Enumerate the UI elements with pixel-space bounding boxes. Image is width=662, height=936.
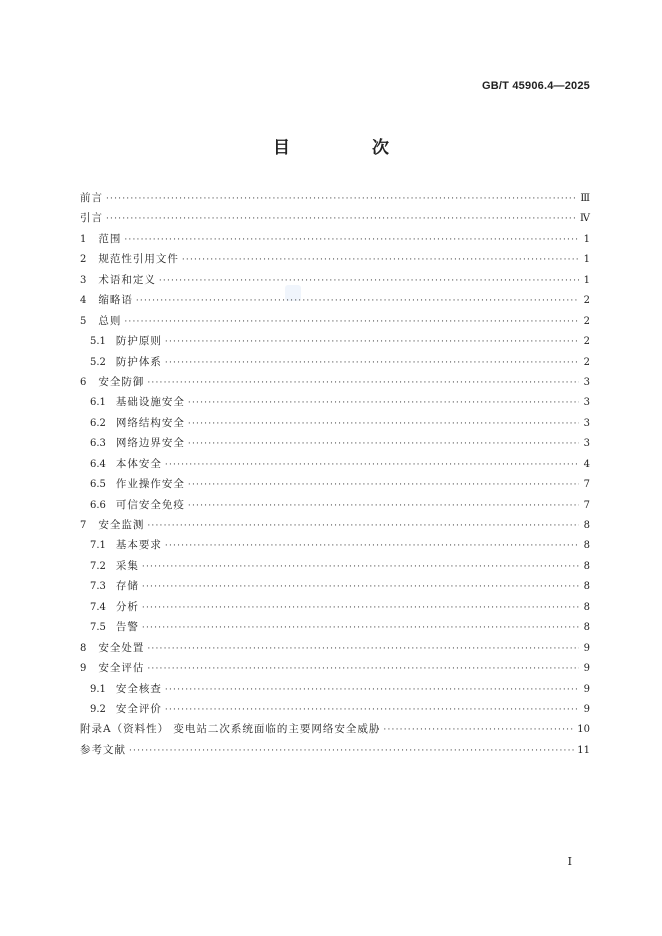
toc-leader-dots xyxy=(142,557,579,577)
toc-leader-dots xyxy=(142,577,579,597)
toc-entry-label: 规范性引用文件 xyxy=(98,253,179,266)
toc-entry-number: 6.2 xyxy=(90,417,106,429)
toc-entry[interactable] xyxy=(80,719,590,739)
toc-leader-dots xyxy=(142,618,579,638)
toc-entry[interactable] xyxy=(80,311,590,331)
toc-entry[interactable] xyxy=(80,556,590,576)
toc-leader-dots xyxy=(165,700,579,720)
toc-entry-label: 安全评价 xyxy=(115,702,162,715)
toc-leader-dots xyxy=(188,496,579,516)
toc-leader-dots xyxy=(129,741,574,761)
toc-entry-label: 作业操作安全 xyxy=(115,478,185,491)
toc-entry-page: Ⅲ xyxy=(580,193,590,204)
toc-leader-dots xyxy=(165,353,579,373)
toc-leader-dots xyxy=(383,720,574,740)
toc-entry-number: 9.2 xyxy=(90,703,106,715)
toc-entry[interactable] xyxy=(80,474,590,494)
toc-leader-dots xyxy=(165,332,579,352)
toc-entry-number: 5.1 xyxy=(90,336,106,348)
toc-leader-dots xyxy=(147,516,579,536)
toc-entry-number: 6.6 xyxy=(90,499,106,511)
toc-entry[interactable] xyxy=(80,290,590,310)
toc-entry-label: 缩略语 xyxy=(98,294,133,307)
toc-entry[interactable] xyxy=(80,392,590,412)
toc-leader-dots xyxy=(136,291,579,311)
toc-entry[interactable] xyxy=(80,433,590,453)
toc-entry-page: 8 xyxy=(583,581,590,593)
toc-entry-label: 前言 xyxy=(80,192,103,204)
toc-entry-page: 3 xyxy=(583,376,590,388)
toc-entry-page: 2 xyxy=(583,336,590,348)
toc-entry-page: 9 xyxy=(583,663,590,675)
toc-entry-page: 8 xyxy=(583,560,590,572)
toc-leader-dots xyxy=(142,598,579,618)
toc-leader-dots xyxy=(106,189,577,209)
toc-entry-number: 9 xyxy=(80,663,87,675)
toc-entry-label: 范围 xyxy=(98,232,122,245)
toc-entry[interactable] xyxy=(80,617,590,637)
toc-entry[interactable] xyxy=(80,454,590,474)
toc-entry-label: 采集 xyxy=(115,559,139,572)
toc-leader-dots xyxy=(188,434,579,454)
toc-entry-number: 1 xyxy=(80,233,87,245)
toc-entry[interactable] xyxy=(80,229,590,249)
toc-entry-label: 安全核查 xyxy=(115,682,162,695)
toc-entry-page: 8 xyxy=(583,601,590,613)
toc-entry-label: 附录A（资料性） 变电站二次系统面临的主要网络安全威胁 xyxy=(80,723,381,736)
toc-entry[interactable] xyxy=(80,638,590,658)
toc-entry-number: 7.5 xyxy=(90,622,106,634)
toc-leader-dots xyxy=(147,373,579,393)
toc-entry-number: 6.1 xyxy=(90,397,106,409)
toc-entry-label: 防护体系 xyxy=(115,355,162,368)
toc-entry-page: 8 xyxy=(583,520,590,531)
toc-entry[interactable] xyxy=(80,495,590,515)
toc-leader-dots xyxy=(124,312,579,332)
toc-entry[interactable] xyxy=(80,188,590,208)
toc-entry-number: 6.5 xyxy=(90,479,106,491)
toc-entry[interactable] xyxy=(80,331,590,351)
toc-entry[interactable] xyxy=(80,699,590,719)
toc-entry-number: 9.1 xyxy=(90,683,106,695)
toc-entry-page: 1 xyxy=(583,254,590,266)
toc-entry-label: 网络结构安全 xyxy=(115,416,185,429)
toc-entry-page: Ⅳ xyxy=(580,213,590,225)
toc-entry[interactable] xyxy=(80,270,590,290)
toc-entry-label: 总则 xyxy=(98,314,122,327)
toc-entry[interactable] xyxy=(80,515,590,535)
toc-entry-number: 7 xyxy=(80,520,87,531)
toc-entry-page: 3 xyxy=(583,397,590,409)
page-number: Ⅰ xyxy=(567,855,572,868)
table-of-contents xyxy=(80,188,590,760)
toc-entry-number: 5.2 xyxy=(90,356,106,368)
toc-entry-page: 2 xyxy=(583,295,590,307)
toc-entry-number: 7.2 xyxy=(90,560,106,572)
toc-entry-label: 安全评估 xyxy=(98,662,145,675)
toc-entry-number: 2 xyxy=(80,254,87,266)
toc-entry-label: 网络边界安全 xyxy=(115,437,185,450)
toc-entry-label: 安全防御 xyxy=(98,375,145,388)
toc-entry-page: 3 xyxy=(583,417,590,429)
toc-leader-dots xyxy=(106,209,577,229)
toc-entry[interactable] xyxy=(80,372,590,392)
toc-entry-label: 基础设施安全 xyxy=(115,396,185,409)
toc-entry-label: 分析 xyxy=(115,600,139,613)
toc-entry-page: 1 xyxy=(583,274,590,286)
toc-entry-page: 9 xyxy=(583,642,590,654)
page-title: 目 次 xyxy=(273,138,427,158)
toc-entry-number: 8 xyxy=(80,642,87,654)
toc-entry-number: 6 xyxy=(80,376,87,388)
toc-entry-label: 基本要求 xyxy=(115,539,162,552)
toc-entry-number: 4 xyxy=(80,295,87,307)
toc-entry[interactable] xyxy=(80,249,590,269)
toc-entry[interactable] xyxy=(80,352,590,372)
toc-entry-label: 安全处置 xyxy=(98,641,145,654)
standard-code: GB/T 45906.4—2025 xyxy=(482,80,590,92)
toc-entry[interactable] xyxy=(80,658,590,678)
toc-entry-page: 2 xyxy=(583,315,590,327)
toc-entry-page: 7 xyxy=(583,479,590,491)
toc-entry[interactable] xyxy=(80,679,590,699)
toc-entry-number: 3 xyxy=(80,274,87,286)
toc-entry-label: 安全监测 xyxy=(98,519,145,531)
toc-entry[interactable] xyxy=(80,576,590,596)
toc-entry-page: 4 xyxy=(583,458,590,470)
toc-entry-number: 5 xyxy=(80,315,87,327)
toc-leader-dots xyxy=(147,639,579,659)
toc-entry[interactable] xyxy=(80,535,590,555)
toc-entry-label: 引言 xyxy=(80,212,103,225)
toc-entry[interactable] xyxy=(80,740,590,760)
toc-entry-page: 2 xyxy=(583,356,590,368)
toc-entry-label: 术语和定义 xyxy=(98,273,156,286)
toc-entry-number: 7.4 xyxy=(90,601,106,613)
toc-entry-page: 8 xyxy=(583,622,590,634)
toc-entry-number: 7.1 xyxy=(90,540,106,552)
toc-entry-number: 6.4 xyxy=(90,458,106,470)
toc-leader-dots xyxy=(182,250,579,270)
toc-entry[interactable] xyxy=(80,597,590,617)
toc-leader-dots xyxy=(188,393,579,413)
toc-leader-dots xyxy=(188,475,579,495)
toc-leader-dots xyxy=(165,536,579,556)
toc-entry-page: 9 xyxy=(583,703,590,715)
toc-leader-dots xyxy=(188,414,579,434)
toc-entry-label: 告警 xyxy=(115,621,139,634)
toc-entry-page: 11 xyxy=(577,744,590,756)
toc-entry-label: 防护原则 xyxy=(115,335,162,348)
toc-entry-page: 10 xyxy=(577,724,590,736)
toc-leader-dots xyxy=(147,659,579,679)
toc-entry-page: 8 xyxy=(583,540,590,552)
toc-leader-dots xyxy=(159,271,579,291)
toc-entry-label: 参考文献 xyxy=(80,743,126,756)
toc-entry-label: 可信安全免疫 xyxy=(115,498,185,511)
toc-entry-page: 1 xyxy=(583,233,590,245)
toc-entry[interactable] xyxy=(80,413,590,433)
toc-leader-dots xyxy=(165,455,579,475)
toc-leader-dots xyxy=(165,680,579,700)
toc-entry[interactable] xyxy=(80,208,590,228)
toc-entry-label: 存储 xyxy=(115,580,139,593)
toc-entry-page: 9 xyxy=(583,683,590,695)
toc-leader-dots xyxy=(124,230,579,250)
toc-entry-page: 7 xyxy=(583,499,590,511)
toc-entry-page: 3 xyxy=(583,438,590,450)
toc-entry-number: 7.3 xyxy=(90,581,106,593)
toc-entry-number: 6.3 xyxy=(90,438,106,450)
toc-entry-label: 本体安全 xyxy=(115,457,162,470)
